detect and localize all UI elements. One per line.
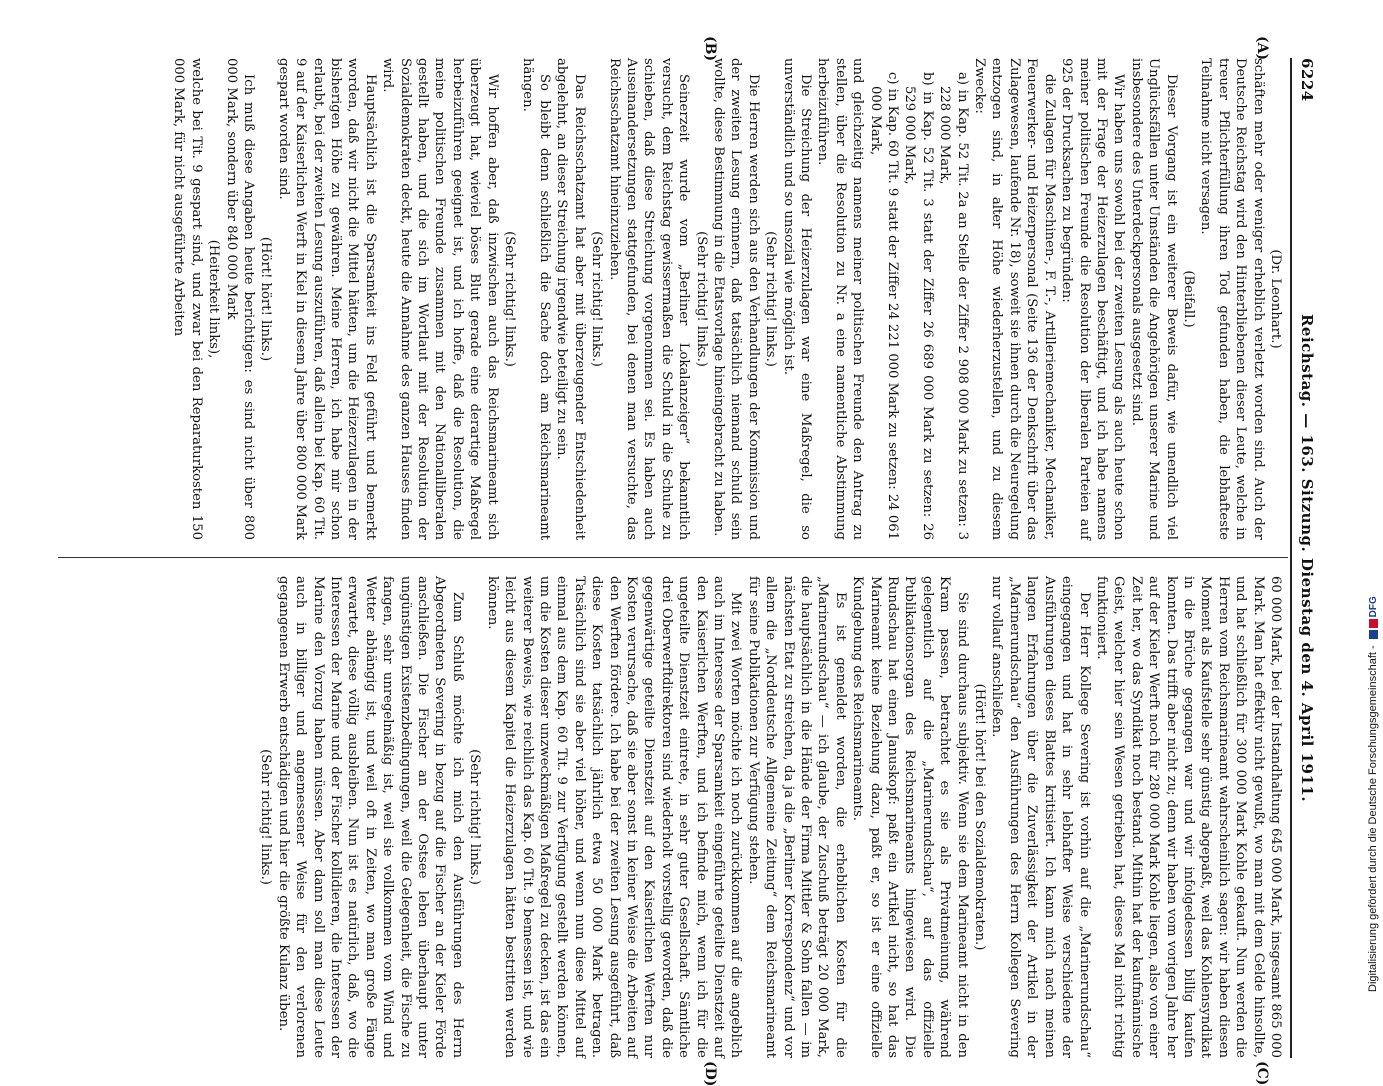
document-page	[28, 36, 1318, 1086]
digitization-footer	[1364, 0, 1382, 1000]
paragraph: Wir hoffen aber, daß inzwischen auch das Reichsmarineamt sich überzeugt hat, wieviel böses Blut gerade eine derartige Maßregel herbeizuführen geeignet ist, und ich hoffe, daß die Resolution, die meine politischen Freunde zusammen mit den Nationalliberalen gestellt haben, und die sich im Wortlaut mit der Resolution der Sozialdemokraten deckt, heute die Annahme des ganzen Hauses finden wird.	[380, 58, 500, 540]
paragraph: Zum Schluß möchte ich mich den Ausführungen des Herrn Abgeordneten Severing in bezug auf die Fischer an der Kieler Förde anschließen. Die Fischer an der Ostsee leben überhaupt unter ungünstigen Existenzbedingungen, weil die Gelegenheit, die Fische zu fangen, sehr unregelmäßig ist, weil sie vollkommen vom Wind und Wetter abhängig ist, und weil oft in Zeiten, wo man große Fänge erwartet, diese völlig ausbleiben. Nun ist es natürlich, daß, wo die Interessen der Marine und der Fischer kollidieren, die Interessen der Marine den Vorzug haben müssen. Aber dann soll man diese Leute auch in billiger und angemessener Weise für den verlorenen gegangenen Erwerb entschädigen und hier die größte Kulanz üben.	[275, 576, 465, 1058]
paragraph: c) in Kap. 60 Tit. 9 statt der Ziffer 24 221 000 Mark zu setzen: 24 061 000 Mark,	[867, 72, 901, 541]
column-divider	[58, 557, 1288, 558]
margin-mark-a: (A)	[1254, 36, 1270, 61]
margin-mark-d: (D)	[702, 1061, 718, 1086]
paragraph: b) in Kap. 52 Tit. 3 statt der Ziffer 26 689 000 Mark zu setzen: 26 529 000 Mark,	[902, 72, 935, 540]
paragraph: Die Herren werden sich aus den Verhandlungen der Kommission und der zweiten Lesung erinnern, daß tatsächlich niemand schuld sein wollte, diese Bestimmung in die Etatsvorlage hineingebracht zu haben.	[711, 58, 761, 540]
interjection: (Sehr richtig! links.)	[763, 231, 779, 367]
interjection: (Sehr richtig! links.)	[693, 231, 709, 367]
paragraph: Mit zwei Worten möchte ich noch zurückkommen auf die angeblich auch im Interesse der Sparsamkeit eingeführte geteilte Dienstzeit auf den Kaiserlichen Werften, und ich befinde mich, wenn ich für die ungeteilte Dienstzeit eintrete, in sehr guter Gesellschaft. Sämtliche drei Oberwerftdirektoren sind wiederholt vorstellig geworden, daß die gegenwärtige geteilte Dienstzeit auf den Kaiserlichen Werften nur Kosten verursache, daß sie aber sonst in keiner Weise die Arbeiten auf den Werften fördere. Ich habe bei der zweiten Lesung ausgeführt, daß diese Kosten tatsächlich jährlich etwa 50 000 Mark betragen. Tatsächlich sind sie aber viel höher, und wenn nun diese Mittel auf einmal aus dem Kap. 60 Tit. 9 zur Verfügung gestellt werden können, um die Kosten dieser unzweckmäßigen Maßregel zu decken, ist das ein weiterer Beweis, wie reichlich das Kap. 60 Tit. 9 bemessen ist, und wie leicht aus diesem Kapitel die Heizerzulagen hätten bestritten werden können.	[484, 576, 744, 1058]
paragraph: Seinerzeit wurde vom „Berliner Lokalanzeiger“ bekanntlich versucht, dem Reichstag gewissermaßen die Schuld in die Schuhe zu schieben, daß diese Streichung vorgenommen sei. Es haben auch Auseinandersetzungen stattgefunden, bei denen man versuchte, das Reichsschatzamt hineinzuziehen.	[606, 58, 692, 540]
paragraph: Hauptsächlich ist die Sparsamkeit ins Feld geführt und bemerkt worden, daß wir nicht die Mittel hätten, um die Heizerzulagen in der bisherigen Höhe zu gewähren. Meine Herren, ich habe mir schon erlaubt, bei der zweiten Lesung auszuführen, daß allein bei Kap. 60 Tit. 9 auf der Kaiserlichen Werft in Kiel in diesem Jahre über 800 000 Mark gespart worden sind.	[275, 58, 378, 540]
interjection: (Sehr richtig! links.)	[258, 749, 274, 885]
paragraph: schäften mehr oder weniger erheblich verletzt worden sind. Auch der Deutsche Reichstag wird den Hinterbliebenen dieser Leute, welche in treuer Pflichterfüllung ihren Tod gefunden haben, die lebhafteste Teilnahme nicht versagen.	[1198, 58, 1266, 540]
interjection: (Sehr richtig! links.)	[467, 749, 483, 885]
left-column	[170, 58, 1284, 540]
paragraph: 60 000 Mark, bei der Instandhaltung 645 000 Mark, insgesamt 865 000 Mark. Man hat effektiv nicht gewußt, wo man mit dem Gelde hinsollte, und hat schließlich für 300 000 Mark Kohle gekauft. Nun werden die Herren vom Reichsmarineamt wahrscheinlich sagen: wir haben diesen Moment als Kaufstelle sehr günstig abgepaßt, weil das Kohlensyndikat in die Brüche gegangen war und wir infolgedessen billig kaufen konnten. Das trifft aber nicht zu; denn wir haben vom vorigen Jahre her auf der Kieler Werft noch für 280 000 Mark Kohle liegen, also von einer Zeit her, wo das Syndikat noch bestand. Mithin hat der kaufmännische Geist, welcher hier sein Wesen getrieben hat, dieses Mal nicht richtig funktioniert.	[1093, 576, 1283, 1058]
margin-mark-c: (C)	[1254, 1061, 1270, 1086]
paragraph: und gleichzeitig namens meiner politischen Freunde den Antrag zu stellen, über die Resolution zu Nr. a eine namentliche Abstimmung herbeizuführen.	[815, 58, 866, 540]
paragraph: Die Streichung der Heizerzulagen war eine Maßregel, die so unverständlich und so unsozial wie möglich ist.	[780, 58, 814, 540]
paragraph: Sie sind durchaus subjektiv. Wenn sie dem Marineamt nicht in den Kram passen, betrachtet es sie als Privatmeinung, während gelegentlich auf die „Marinerundschau“, auf das offizielle Publikationsorgan des Reichsmarineamts hingewiesen wird. Die Rundschau hat einen Januskopf: paßt ein Artikel nicht, so hat das Marineamt keine Beziehung dazu, paßt er, so ist er eine offizielle Kundgebung des Reichsmarineamts.	[850, 576, 970, 1058]
paragraph: a) in Kap. 52 Tit. 2a an Stelle der Ziffer 2 908 000 Mark zu setzen: 3 228 000 Mark,	[937, 72, 970, 540]
dfg-logo	[1368, 596, 1379, 639]
interjection: (Hört! hört! bei den Sozialdemokraten.)	[972, 683, 988, 951]
header-rule	[1290, 58, 1292, 1058]
paragraph: Es ist gemeldet worden, die erheblichen Kosten für die „Marinerundschau“ — ich glaube, der Zuschuß beträgt 20 000 Mark, die hauptsächlich in die Hände der Firma Mittler & Sohn fallen — im nächsten Etat zu streichen, da ja die „Berliner Korrespondenz“ und vor allem die „Norddeutsche Allgemeine Zeitung“ dem Reichsmarineamt für seine Publikationen zur Verfügung stehen.	[745, 576, 848, 1058]
paragraph: die Zulagen für Maschinen-, F. T.-, Artilleriemechaniker, Mechaniker, Feuerwerker- und Heizerpersonal (Seite 136 der Denkschrift über das Zulagewesen, laufende Nr. 18), soweit sie ihnen durch die Neuregelung entzogen sind, in alter Höhe wiederherzustellen, und zu diesem Zwecke:	[972, 58, 1057, 540]
paragraph: welche bei Tit. 9 gespart sind, und zwar bei den Reparaturkosten 150 000 Mark, für nicht ausgeführte Arbeiten	[171, 58, 204, 540]
dfg-logo-text: DFG	[1367, 596, 1379, 618]
page-header	[1292, 58, 1318, 1058]
interjection: (Heiterkeit links),	[206, 239, 222, 359]
paragraph: Wir haben uns sowohl bei der zweiten Lesung als auch heute schon mit der Frage der Heizerzulagen beschäftigt, und ich habe namens meiner politischen Freunde die Resolution der liberalen Parteien auf 925 der Drucksachen zu begründen:	[1059, 58, 1127, 540]
interjection: (Hört! hört! links.)	[258, 236, 274, 362]
interjection: (Dr. Leonhart.)	[1268, 249, 1283, 349]
footer-text: Digitalisierung gefördert durch die Deutsche Forschungsgemeinschaft -	[1367, 645, 1379, 992]
interjection: (Sehr richtig! links.)	[502, 231, 518, 367]
running-title: Reichstag. — 163. Sitzung. Dienstag den 4. April 1911.	[1298, 313, 1316, 803]
paragraph: Ich muß diese Angaben heute berichtigen: es sind nicht über 800 000 Mark, sondern über 840 000 Mark	[223, 58, 257, 540]
interjection: (Beifall.)	[1180, 270, 1196, 328]
paragraph: So bleibt denn schließlich die Sache doch am Reichsmarineamt hängen.	[519, 58, 552, 540]
margin-mark-b: (B)	[702, 36, 718, 62]
interjection: (Sehr richtig! links.)	[589, 231, 605, 367]
right-column	[257, 576, 1284, 1058]
paragraph: Dieser Vorgang ist ein weiterer Beweis dafür, wie unendlich viel Unglücksfällen unter Umständen die Angehörigen unserer Marine und insbesondere des Unterdeckpersonals ausgesetzt sind.	[1128, 58, 1179, 540]
page-number: 6224	[1298, 58, 1316, 102]
paragraph: Das Reichsschatzamt hat aber mit überzeugender Entschiedenheit abgelehnt, an dieser Streichung irgendwie beteiligt zu sein.	[554, 58, 587, 540]
paragraph: Der Herr Kollege Severing ist vorhin auf die „Marinerundschau“ eingegangen und hat in sehr lebhafter Weise verschiedene der Ausführungen dieses Blattes kritisiert. Ich kann mich nach meinen langen Erfahrungen über die Zuverlässigkeit der Artikel in der „Marinerundschau“ den Ausführungen des Herrn Kollegen Severing nur vollauf anschließen.	[989, 576, 1092, 1058]
